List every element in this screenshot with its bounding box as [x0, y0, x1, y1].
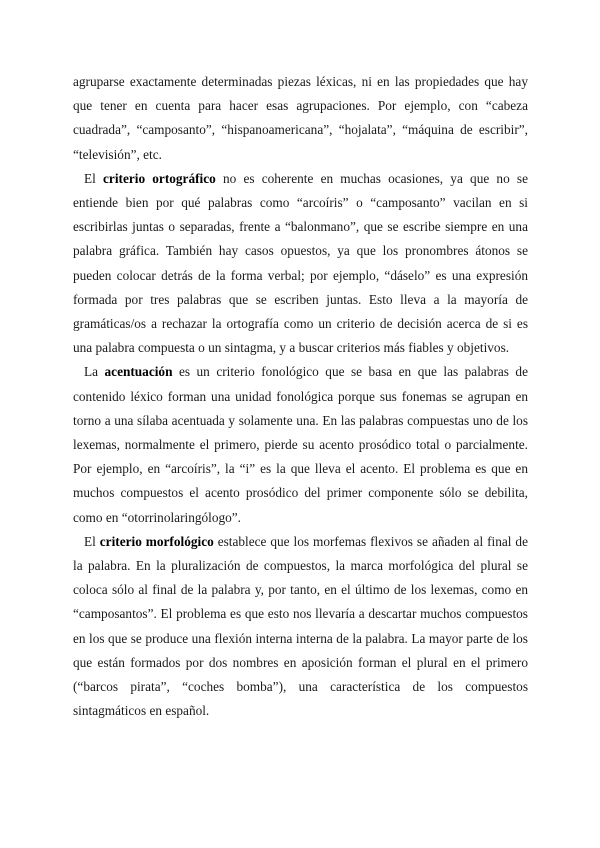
- paragraph-acentuacion: [73, 360, 528, 529]
- term-criterio-morfologico: criterio morfológico: [99, 533, 214, 549]
- term-criterio-ortografico: criterio ortográfico: [103, 170, 216, 186]
- document-page: [73, 70, 528, 723]
- paragraph-lead: El: [84, 170, 104, 186]
- paragraph-lead: La: [84, 364, 105, 380]
- paragraph-criterio-ortografico: [73, 167, 528, 361]
- paragraph-continuation: agruparse exactamente determinadas piezas léxicas, ni en las propiedades que hay que tener en cuenta para hacer esas agrupaciones. Por ejemplo, con “cabeza cuadrada”, “camposanto”, “hispanoamericana”, “hojalata”, “máquina de escribir”, “televisión”, etc.: [73, 74, 528, 162]
- paragraph-body: no es coherente en muchas ocasiones, ya que no se entiende bien por qué palabras como “arcoíris” o “camposanto” vacilan en si escribirlas juntas o separadas, frente a “balonmano”, que se escribe siempre en una palabra gráfica. También hay casos opuestos, ya que los pronombres átonos se pueden colocar detrás de la forma verbal; por ejemplo, “dáselo” es una expresión formada por tres palabras que se escriben juntas. Esto lleva a la mayoría de gramáticas/os a rechazar la ortografía como un criterio de decisión acerca de si es una palabra compuesta o un sintagma, y a buscar criterios más fiables y objetivos.: [73, 170, 528, 356]
- paragraph-body: es un criterio fonológico que se basa en que las palabras de contenido léxico forman una unidad fonológica porque sus fonemas se agrupan en torno a una sílaba acentuada y solamente una. En las palabras compuestas uno de los lexemas, normalmente el primero, pierde su acento prosódico total o parcialmente. Por ejemplo, en “arcoíris”, la “i” es la que lleva el acento. El problema es que en muchos compuestos el acento prosódico del primer componente sólo se debilita, como en “otorrinolaringólogo”.: [73, 364, 528, 525]
- paragraph-criterio-morfologico: [73, 530, 528, 724]
- paragraph-lead: El: [84, 533, 100, 549]
- paragraph-body: establece que los morfemas flexivos se añaden al final de la palabra. En la pluralización de compuestos, la marca morfológica del plural se coloca sólo al final de la palabra y, por tanto, en el último de los lexemas, como en “camposantos”. El problema es que esto nos llevaría a descartar muchos compuestos en los que se produce una flexión interna interna de la palabra. La mayor parte de los que están formados por dos nombres en aposición forman el plural en el primero (“barcos pirata”, “coches bomba”), una característica de los compuestos sintagmáticos en español.: [73, 533, 528, 719]
- term-acentuacion: acentuación: [104, 364, 173, 380]
